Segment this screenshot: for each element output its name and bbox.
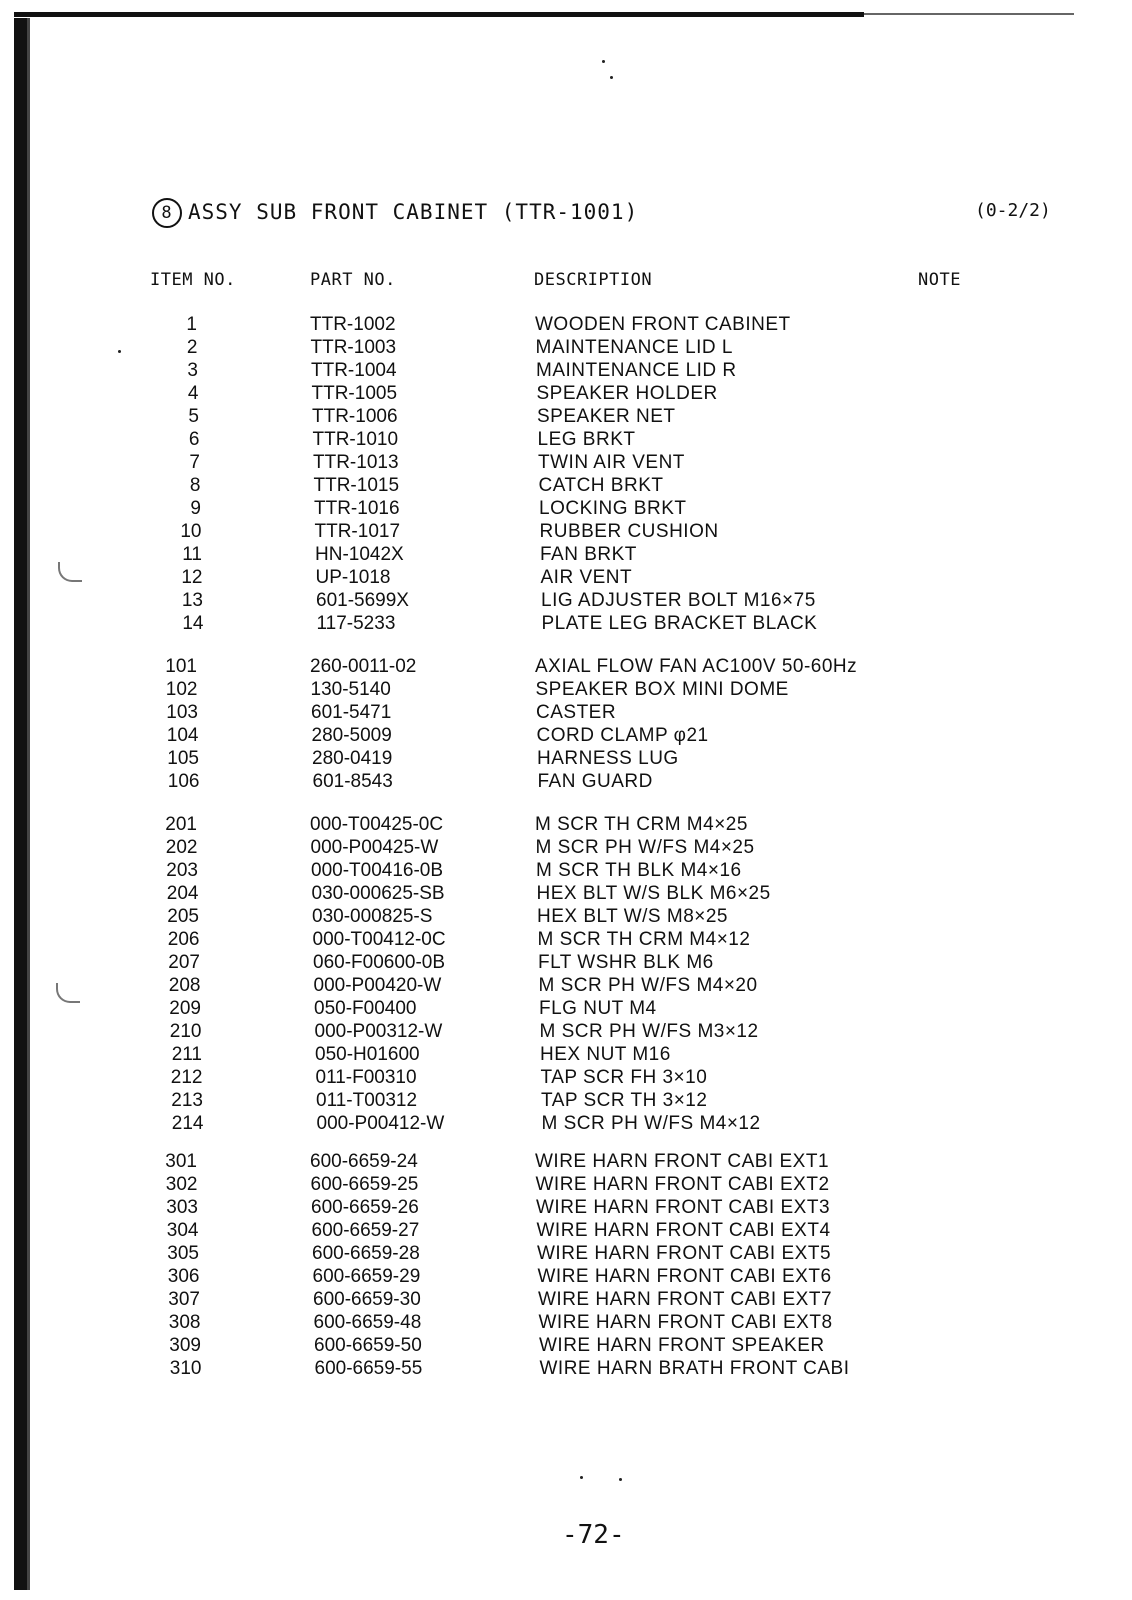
column-header-part: PART NO.	[310, 270, 396, 290]
part-number: TTR-1003	[310, 337, 397, 358]
part-number: 600-6659-25	[310, 1174, 419, 1195]
section-title	[152, 198, 638, 228]
table-row	[0, 905, 1132, 928]
table-row	[0, 566, 1132, 589]
scan-speck	[610, 76, 613, 79]
table-row	[0, 336, 1132, 359]
item-number: 11	[182, 544, 202, 565]
part-number: 601-8543	[312, 771, 393, 792]
item-number: 106	[167, 771, 200, 792]
part-description: CATCH BRKT	[538, 475, 664, 496]
item-number: 203	[166, 860, 198, 881]
part-number: 000-P00412-W	[316, 1113, 445, 1134]
part-number: 601-5471	[311, 702, 392, 723]
item-number: 206	[167, 929, 200, 950]
item-number: 213	[171, 1090, 203, 1111]
item-number: 310	[169, 1358, 202, 1379]
part-description: TAP SCR TH 3×12	[541, 1090, 708, 1111]
part-description: M SCR PH W/FS M4×20	[538, 975, 758, 996]
item-number: 3	[187, 360, 198, 381]
table-row	[0, 359, 1132, 382]
table-row	[0, 928, 1132, 951]
top-border	[14, 12, 864, 17]
item-number: 210	[169, 1021, 202, 1042]
item-number: 201	[165, 814, 197, 835]
item-number: 104	[166, 725, 199, 746]
table-row	[0, 724, 1132, 747]
part-description: HEX BLT W/S M8×25	[537, 906, 729, 927]
top-border-faint	[864, 13, 1074, 15]
parts-group	[0, 813, 1132, 1135]
table-row	[0, 520, 1132, 543]
item-number: 211	[171, 1044, 202, 1065]
part-description: M SCR TH CRM M4×12	[537, 929, 751, 950]
table-row	[0, 997, 1132, 1020]
column-header-item: ITEM NO.	[150, 270, 236, 290]
item-number: 305	[167, 1243, 199, 1264]
part-number: 000-P00312-W	[314, 1021, 443, 1042]
table-row	[0, 1043, 1132, 1066]
table-row	[0, 1219, 1132, 1242]
part-description: WIRE HARN FRONT CABI EXT7	[538, 1289, 833, 1310]
table-row	[0, 1089, 1132, 1112]
part-number: 600-6659-27	[311, 1220, 420, 1241]
item-number: 207	[168, 952, 200, 973]
part-number: 000-P00420-W	[313, 975, 442, 996]
part-description: LEG BRKT	[537, 429, 636, 450]
table-row	[0, 859, 1132, 882]
scan-speck	[619, 1478, 622, 1481]
part-description: SPEAKER BOX MINI DOME	[535, 679, 789, 700]
parts-group	[0, 655, 1132, 793]
part-number: 601-5699X	[316, 590, 409, 611]
part-number: 260-0011-02	[310, 656, 417, 677]
part-description: FAN BRKT	[540, 544, 637, 565]
part-description: WIRE HARN FRONT CABI EXT3	[536, 1197, 831, 1218]
part-number: 280-0419	[312, 748, 393, 769]
part-number: 600-6659-50	[314, 1335, 422, 1356]
table-row	[0, 405, 1132, 428]
part-description: WIRE HARN FRONT CABI EXT4	[536, 1220, 831, 1241]
section-number-badge: 8	[152, 198, 182, 228]
part-number: 000-P00425-W	[310, 837, 439, 858]
parts-group	[0, 313, 1132, 635]
item-number: 209	[169, 998, 201, 1019]
part-number: 117-5233	[316, 613, 396, 634]
item-number: 7	[189, 452, 200, 473]
part-description: TWIN AIR VENT	[538, 452, 685, 473]
part-number: 030-000825-S	[312, 906, 433, 927]
table-row	[0, 951, 1132, 974]
part-number: UP-1018	[315, 567, 391, 588]
table-row	[0, 1311, 1132, 1334]
part-number: 600-6659-55	[314, 1358, 423, 1379]
table-row	[0, 655, 1132, 678]
part-description: MAINTENANCE LID R	[536, 360, 737, 381]
part-number: TTR-1015	[313, 475, 400, 496]
part-number: TTR-1006	[312, 406, 398, 427]
item-number: 202	[165, 837, 198, 858]
part-description: FLG NUT M4	[539, 998, 657, 1019]
part-description: HEX NUT M16	[540, 1044, 671, 1065]
table-row	[0, 474, 1132, 497]
part-number: TTR-1004	[311, 360, 397, 381]
part-number: 600-6659-30	[313, 1289, 421, 1310]
item-number: 302	[165, 1174, 198, 1195]
item-number: 303	[166, 1197, 198, 1218]
item-number: 105	[167, 748, 199, 769]
table-row	[0, 428, 1132, 451]
part-description: AXIAL FLOW FAN AC100V 50-60Hz	[535, 656, 858, 677]
table-row	[0, 1288, 1132, 1311]
item-number: 10	[180, 521, 202, 542]
part-description: M SCR PH W/FS M4×12	[541, 1113, 761, 1134]
table-row	[0, 678, 1132, 701]
part-description: HARNESS LUG	[537, 748, 679, 769]
part-description: M SCR PH W/FS M4×25	[535, 837, 755, 858]
part-description: LOCKING BRKT	[539, 498, 687, 519]
table-row	[0, 974, 1132, 997]
column-header-description: DESCRIPTION	[534, 270, 653, 290]
part-description: MAINTENANCE LID L	[535, 337, 733, 358]
parts-group	[0, 1150, 1132, 1380]
item-number: 212	[170, 1067, 203, 1088]
part-number: 600-6659-28	[312, 1243, 420, 1264]
table-row	[0, 1196, 1132, 1219]
item-number: 103	[166, 702, 198, 723]
item-number: 12	[181, 567, 203, 588]
part-description: SPEAKER NET	[537, 406, 676, 427]
column-header-note: NOTE	[918, 270, 961, 290]
table-row	[0, 543, 1132, 566]
table-row	[0, 612, 1132, 635]
table-row	[0, 451, 1132, 474]
part-description: PLATE LEG BRACKET BLACK	[541, 613, 818, 634]
part-description: RUBBER CUSHION	[539, 521, 719, 542]
part-description: TAP SCR FH 3×10	[540, 1067, 708, 1088]
table-row	[0, 1020, 1132, 1043]
table-row	[0, 589, 1132, 612]
table-row	[0, 701, 1132, 724]
part-number: 000-T00425-0C	[310, 814, 444, 835]
table-row	[0, 770, 1132, 793]
item-number: 1	[186, 314, 197, 335]
item-number: 8	[189, 475, 201, 496]
item-number: 306	[167, 1266, 200, 1287]
table-row	[0, 836, 1132, 859]
part-description: AIR VENT	[540, 567, 633, 588]
item-number: 301	[165, 1151, 197, 1172]
item-number: 208	[168, 975, 201, 996]
part-number: TTR-1017	[314, 521, 401, 542]
item-number: 2	[186, 337, 198, 358]
item-number: 9	[190, 498, 201, 519]
part-number: 060-F00600-0B	[313, 952, 446, 973]
part-number: TTR-1013	[313, 452, 399, 473]
table-row	[0, 1150, 1132, 1173]
part-description: M SCR PH W/FS M3×12	[539, 1021, 759, 1042]
item-number: 102	[165, 679, 198, 700]
item-number: 13	[181, 590, 203, 611]
part-description: WIRE HARN FRONT CABI EXT6	[537, 1266, 832, 1287]
part-description: CORD CLAMP φ21	[536, 725, 709, 746]
part-number: 600-6659-24	[310, 1151, 418, 1172]
part-description: SPEAKER HOLDER	[536, 383, 718, 404]
part-number: HN-1042X	[315, 544, 404, 565]
item-number: 308	[168, 1312, 201, 1333]
part-description: FAN GUARD	[537, 771, 653, 792]
item-number: 6	[188, 429, 200, 450]
item-number: 304	[166, 1220, 199, 1241]
table-row	[0, 1112, 1132, 1135]
item-number: 14	[182, 613, 204, 634]
scan-speck	[602, 60, 605, 63]
part-number: 280-5009	[311, 725, 392, 746]
page-code: (0-2/2)	[975, 200, 1051, 221]
part-description: WIRE HARN FRONT CABI EXT5	[537, 1243, 832, 1264]
item-number: 5	[188, 406, 199, 427]
part-description: CASTER	[536, 702, 617, 723]
part-number: TTR-1010	[312, 429, 399, 450]
scan-speck	[580, 1476, 583, 1479]
part-number: 600-6659-29	[312, 1266, 421, 1287]
part-description: HEX BLT W/S BLK M6×25	[536, 883, 771, 904]
part-description: WIRE HARN BRATH FRONT CABI	[539, 1358, 850, 1379]
table-row	[0, 882, 1132, 905]
part-number: 050-F00400	[314, 998, 417, 1019]
item-number: 204	[166, 883, 199, 904]
table-row	[0, 1066, 1132, 1089]
part-number: TTR-1002	[310, 314, 396, 335]
table-row	[0, 1242, 1132, 1265]
section-title-text: ASSY SUB FRONT CABINET (TTR-1001)	[188, 200, 639, 224]
part-number: TTR-1016	[314, 498, 400, 519]
part-number: 000-T00412-0C	[312, 929, 446, 950]
table-row	[0, 1357, 1132, 1380]
table-row	[0, 313, 1132, 336]
part-description: FLT WSHR BLK M6	[538, 952, 714, 973]
item-number: 309	[169, 1335, 201, 1356]
table-row	[0, 1265, 1132, 1288]
part-description: WIRE HARN FRONT SPEAKER	[539, 1335, 825, 1356]
part-number: 130-5140	[310, 679, 391, 700]
part-number: 030-000625-SB	[311, 883, 445, 904]
table-row	[0, 813, 1132, 836]
part-description: M SCR TH BLK M4×16	[536, 860, 742, 881]
part-description: M SCR TH CRM M4×25	[535, 814, 748, 835]
part-number: 000-T00416-0B	[311, 860, 444, 881]
item-number: 4	[187, 383, 199, 404]
item-number: 205	[167, 906, 199, 927]
part-description: WIRE HARN FRONT CABI EXT8	[538, 1312, 833, 1333]
item-number: 101	[165, 656, 197, 677]
part-description: WOODEN FRONT CABINET	[535, 314, 791, 335]
part-number: 050-H01600	[315, 1044, 420, 1065]
item-number: 214	[171, 1113, 204, 1134]
table-row	[0, 1334, 1132, 1357]
part-number: 600-6659-48	[313, 1312, 422, 1333]
table-row	[0, 497, 1132, 520]
table-row	[0, 382, 1132, 405]
part-description: WIRE HARN FRONT CABI EXT1	[535, 1151, 830, 1172]
page-number: -72-	[562, 1520, 625, 1550]
part-description: WIRE HARN FRONT CABI EXT2	[535, 1174, 830, 1195]
part-number: 011-T00312	[316, 1090, 418, 1111]
table-row	[0, 1173, 1132, 1196]
table-row	[0, 747, 1132, 770]
part-description: LIG ADJUSTER BOLT M16×75	[541, 590, 816, 611]
part-number: TTR-1005	[311, 383, 398, 404]
part-number: 600-6659-26	[311, 1197, 419, 1218]
item-number: 307	[168, 1289, 200, 1310]
part-number: 011-F00310	[315, 1067, 417, 1088]
